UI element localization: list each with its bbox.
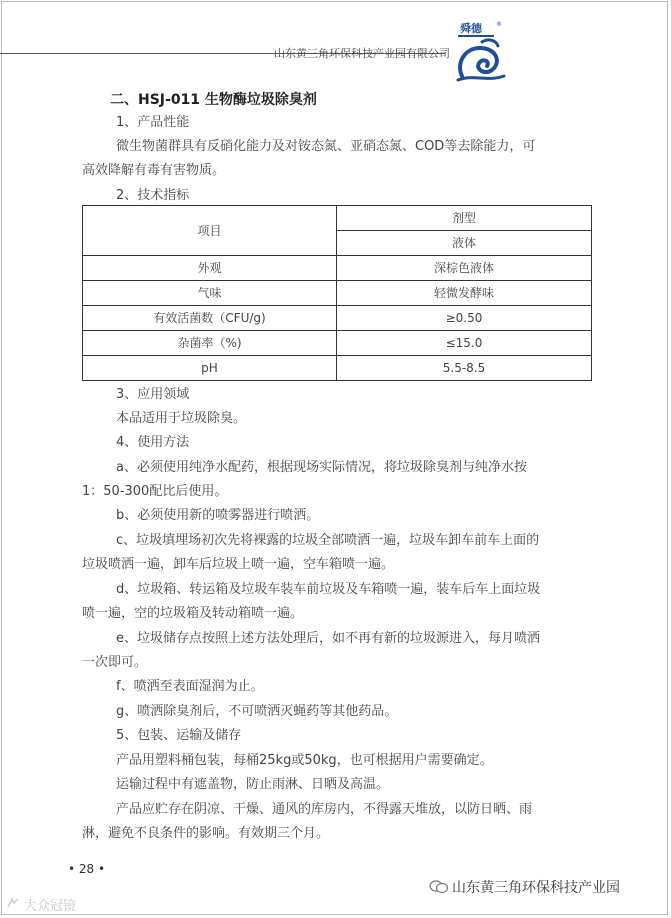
- packaging-text-1: 产品用塑料桶包装，每桶25kg或50kg，也可根据用户需要确定。: [116, 753, 493, 768]
- table-row: [83, 331, 592, 356]
- packaging-text-3a: 产品应贮存在阴凉、干燥、通风的库房内，不得露天堆放，以防日晒、雨: [116, 802, 533, 817]
- spec-row-label: 有效活菌数（CFU/g): [83, 306, 337, 331]
- spec-header-form: 液体: [337, 231, 592, 256]
- usage-c-line-1: c、垃圾填埋场初次先将裸露的垃圾全部喷洒一遍，垃圾车卸车前车上面的: [116, 533, 540, 548]
- table-row: [83, 356, 592, 381]
- logo-text: 舜德: [460, 22, 482, 35]
- usage-d-line-1: d、垃圾箱、转运箱及垃圾车装车前垃圾及车箱喷一遍，装车后车上面垃圾: [116, 582, 541, 597]
- usage-a-line-2: 1：50-300配比后使用。: [82, 484, 228, 499]
- spec-row-value: ≤15.0: [337, 331, 592, 356]
- performance-heading: 1、产品性能: [116, 115, 190, 130]
- table-row: [83, 281, 592, 306]
- table-row: [83, 306, 592, 331]
- table-row: [83, 256, 592, 281]
- performance-text-line-1: 微生物菌群具有反硝化能力及对铵态氮、亚硝态氮、COD等去除能力，可: [116, 139, 536, 154]
- spec-row-value: 5.5-8.5: [337, 356, 592, 381]
- usage-f: f、喷洒至表面湿润为止。: [116, 679, 264, 694]
- packaging-text-2: 运输过程中有遮盖物，防止雨淋、日晒及高温。: [116, 777, 390, 792]
- application-text: 本品适用于垃圾除臭。: [116, 411, 247, 426]
- spec-header-item: 项目: [83, 206, 337, 256]
- header-company-name: 山东黄三角环保科技产业园有限公司: [274, 47, 450, 60]
- page-number: • 28 •: [68, 862, 106, 876]
- packaging-heading: 5、包装、运输及储存: [116, 728, 242, 743]
- usage-c-line-2: 垃圾喷洒一遍，卸车后垃圾上喷一遍，空车箱喷一遍。: [82, 557, 395, 572]
- packaging-text-3b: 淋，避免不良条件的影响。有效期三个月。: [82, 826, 330, 841]
- watermark-text: 大众冠镜: [24, 899, 77, 914]
- spec-row-label: pH: [83, 356, 337, 381]
- wechat-icon: [429, 880, 449, 894]
- specs-heading: 2、技术指标: [116, 188, 190, 203]
- spec-row-label: 气味: [83, 281, 337, 306]
- performance-text-line-2: 高效降解有毒有害物质。: [82, 163, 226, 178]
- spec-row-label: 杂菌率（%): [83, 331, 337, 356]
- usage-heading: 4、使用方法: [116, 435, 190, 450]
- usage-d-line-2: 喷一遍，空的垃圾箱及转动箱喷一遍。: [82, 606, 304, 621]
- usage-a-line-1: a、必须使用纯净水配药，根据现场实际情况，将垃圾除臭剂与纯净水按: [116, 460, 527, 475]
- logo-registered-mark: ®: [496, 21, 502, 28]
- company-logo: [452, 18, 508, 84]
- application-heading: 3、应用领域: [116, 387, 190, 402]
- watermark-icon: [6, 897, 20, 909]
- spec-row-value: 深棕色液体: [337, 256, 592, 281]
- usage-g: g、喷洒除臭剂后，不可喷洒灭蝇药等其他药品。: [116, 704, 398, 719]
- section-title: 二、HSJ-011 生物酶垃圾除臭剂: [110, 92, 317, 108]
- usage-b: b、必须使用新的喷雾器进行喷洒。: [116, 508, 320, 523]
- spec-row-value: ≥0.50: [337, 306, 592, 331]
- spec-header-type: 剂型: [337, 206, 592, 231]
- spec-row-label: 外观: [83, 256, 337, 281]
- spec-row-value: 轻微发酵味: [337, 281, 592, 306]
- usage-e-line-1: e、垃圾储存点按照上述方法处理后，如不再有新的垃圾源进入，每月喷洒: [116, 631, 540, 646]
- spec-table: [82, 205, 592, 381]
- footer-brand: 山东黄三角环保科技产业园: [452, 880, 620, 896]
- usage-e-line-2: 一次即可。: [82, 655, 148, 670]
